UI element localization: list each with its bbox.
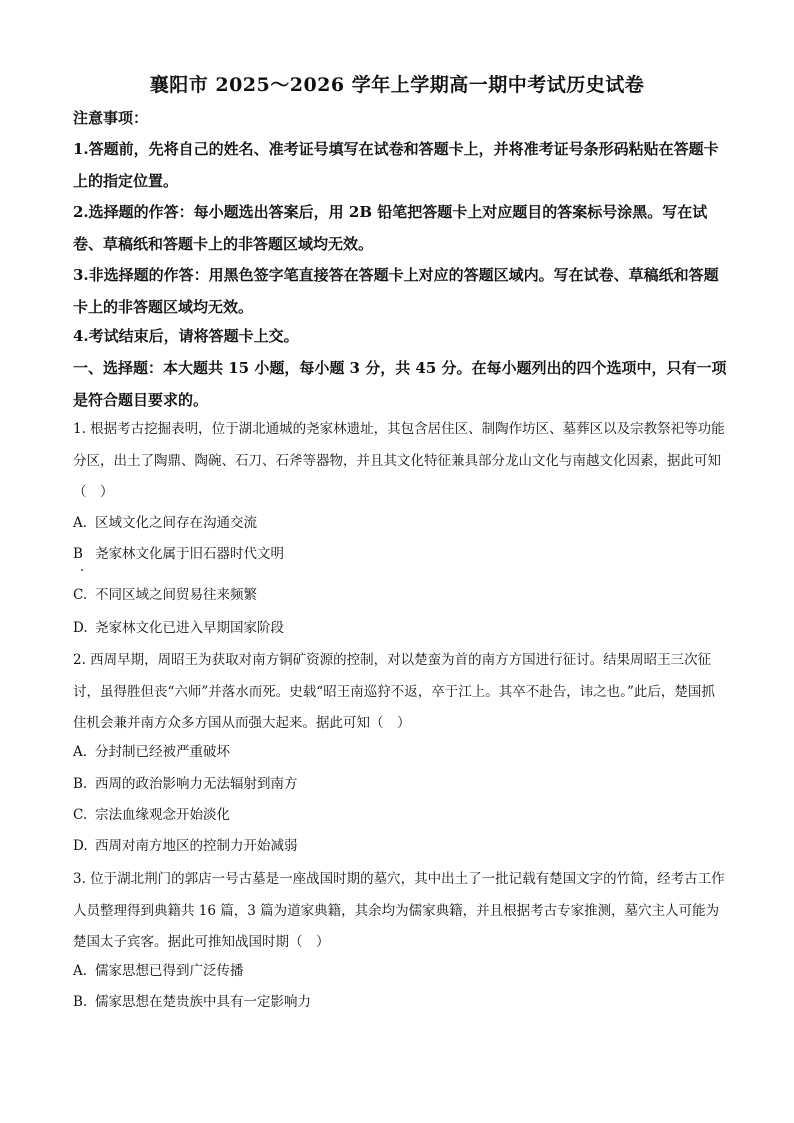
option — [73, 774, 728, 794]
option-text: 宗法血缘观念开始淡化 — [95, 807, 230, 823]
option — [73, 742, 728, 762]
option-letter: B. — [73, 776, 88, 792]
option-text: 儒家思想在楚贵族中具有一定影响力 — [95, 994, 311, 1010]
notice-item: 1.答题前，先将自己的姓名、准考证号填写在试卷和答题卡上，并将准考证号条形码粘贴在答题卡上的指定位置。 — [73, 140, 719, 190]
option-letter: A. — [73, 515, 88, 531]
notice-item: 3.非选择题的作答：用黑色签字笔直接答在答题卡上对应的答题区域内。写在试卷、草稿纸和答题卡上的非答题区域均无效。 — [73, 266, 719, 316]
option-letter: C. — [73, 807, 88, 823]
option-letter: A. — [73, 744, 88, 760]
option-text: 西周的政治影响力无法辐射到南方 — [95, 776, 298, 792]
option-text: 尧家林文化已进入早期国家阶段 — [95, 620, 284, 636]
option — [73, 544, 728, 564]
option-text: 不同区域之间贸易往来频繁 — [95, 587, 257, 603]
option — [73, 513, 728, 533]
stray-mark — [81, 569, 83, 571]
option-letter: B. — [73, 994, 88, 1010]
option-letter: C. — [73, 587, 88, 603]
option-text: 分封制已经被严重破坏 — [95, 744, 230, 760]
option-text: 儒家思想已得到广泛传播 — [95, 963, 244, 979]
option-text: 尧家林文化属于旧石器时代文明 — [95, 546, 284, 562]
option-letter: A. — [73, 963, 88, 979]
option — [73, 585, 728, 605]
section-heading: 一、选择题：本大题共 15 小题，每小题 3 分，共 45 分。在每小题列出的四个选项中，只有一项是符合题目要求的。 — [73, 359, 727, 409]
option-letter: D. — [73, 838, 88, 854]
notice-item: 2.选择题的作答：每小题选出答案后，用 2B 铅笔把答题卡上对应题目的答案标号涂黑。写在试卷、草稿纸和答题卡上的非答题区域均无效。 — [73, 203, 708, 253]
question-stem: 3. 位于湖北荆门的郭店一号古墓是一座战国时期的墓穴，其中出土了一批记载有楚国文字的竹简，经考古工作人员整理得到典籍共 16 篇，3 篇为道家典籍，其余均为儒家典籍，并且根据考古专家推测，墓穴主人可能为楚国太子宾客。据此可推知战国时期（ ） — [73, 871, 725, 950]
question-stem: 2. 西周早期，周昭王为获取对南方铜矿资源的控制，对以楚蛮为首的南方方国进行征讨。结果周昭王三次征讨，虽得胜但丧“六师”并落水而死。史载“昭王南巡狩不返，卒于江上。其卒不赴告，讳之也。”此后，楚国抓住机会兼并南方众多方国从而强大起来。据此可知（ ） — [73, 652, 715, 731]
page-title: 襄阳市 2025～2026 学年上学期高一期中考试历史试卷 — [149, 74, 645, 96]
notice-heading: 注意事项： — [73, 109, 149, 127]
option — [73, 618, 728, 638]
option — [73, 836, 728, 856]
option-letter: B — [73, 546, 83, 562]
option-text: 区域文化之间存在沟通交流 — [95, 515, 257, 531]
notice-item: 4.考试结束后，请将答题卡上交。 — [73, 327, 299, 345]
option — [73, 961, 728, 981]
option — [73, 992, 728, 1012]
option — [73, 805, 728, 825]
question-stem: 1. 根据考古挖掘表明，位于湖北通城的尧家林遗址，其包含居住区、制陶作坊区、墓葬区以及宗教祭祀等功能分区，出土了陶鼎、陶碗、石刀、石斧等器物，并且其文化特征兼具部分龙山文化与南越文化因素，据此可知（ ） — [73, 421, 725, 500]
option-text: 西周对南方地区的控制力开始减弱 — [95, 838, 298, 854]
option-letter: D. — [73, 620, 88, 636]
